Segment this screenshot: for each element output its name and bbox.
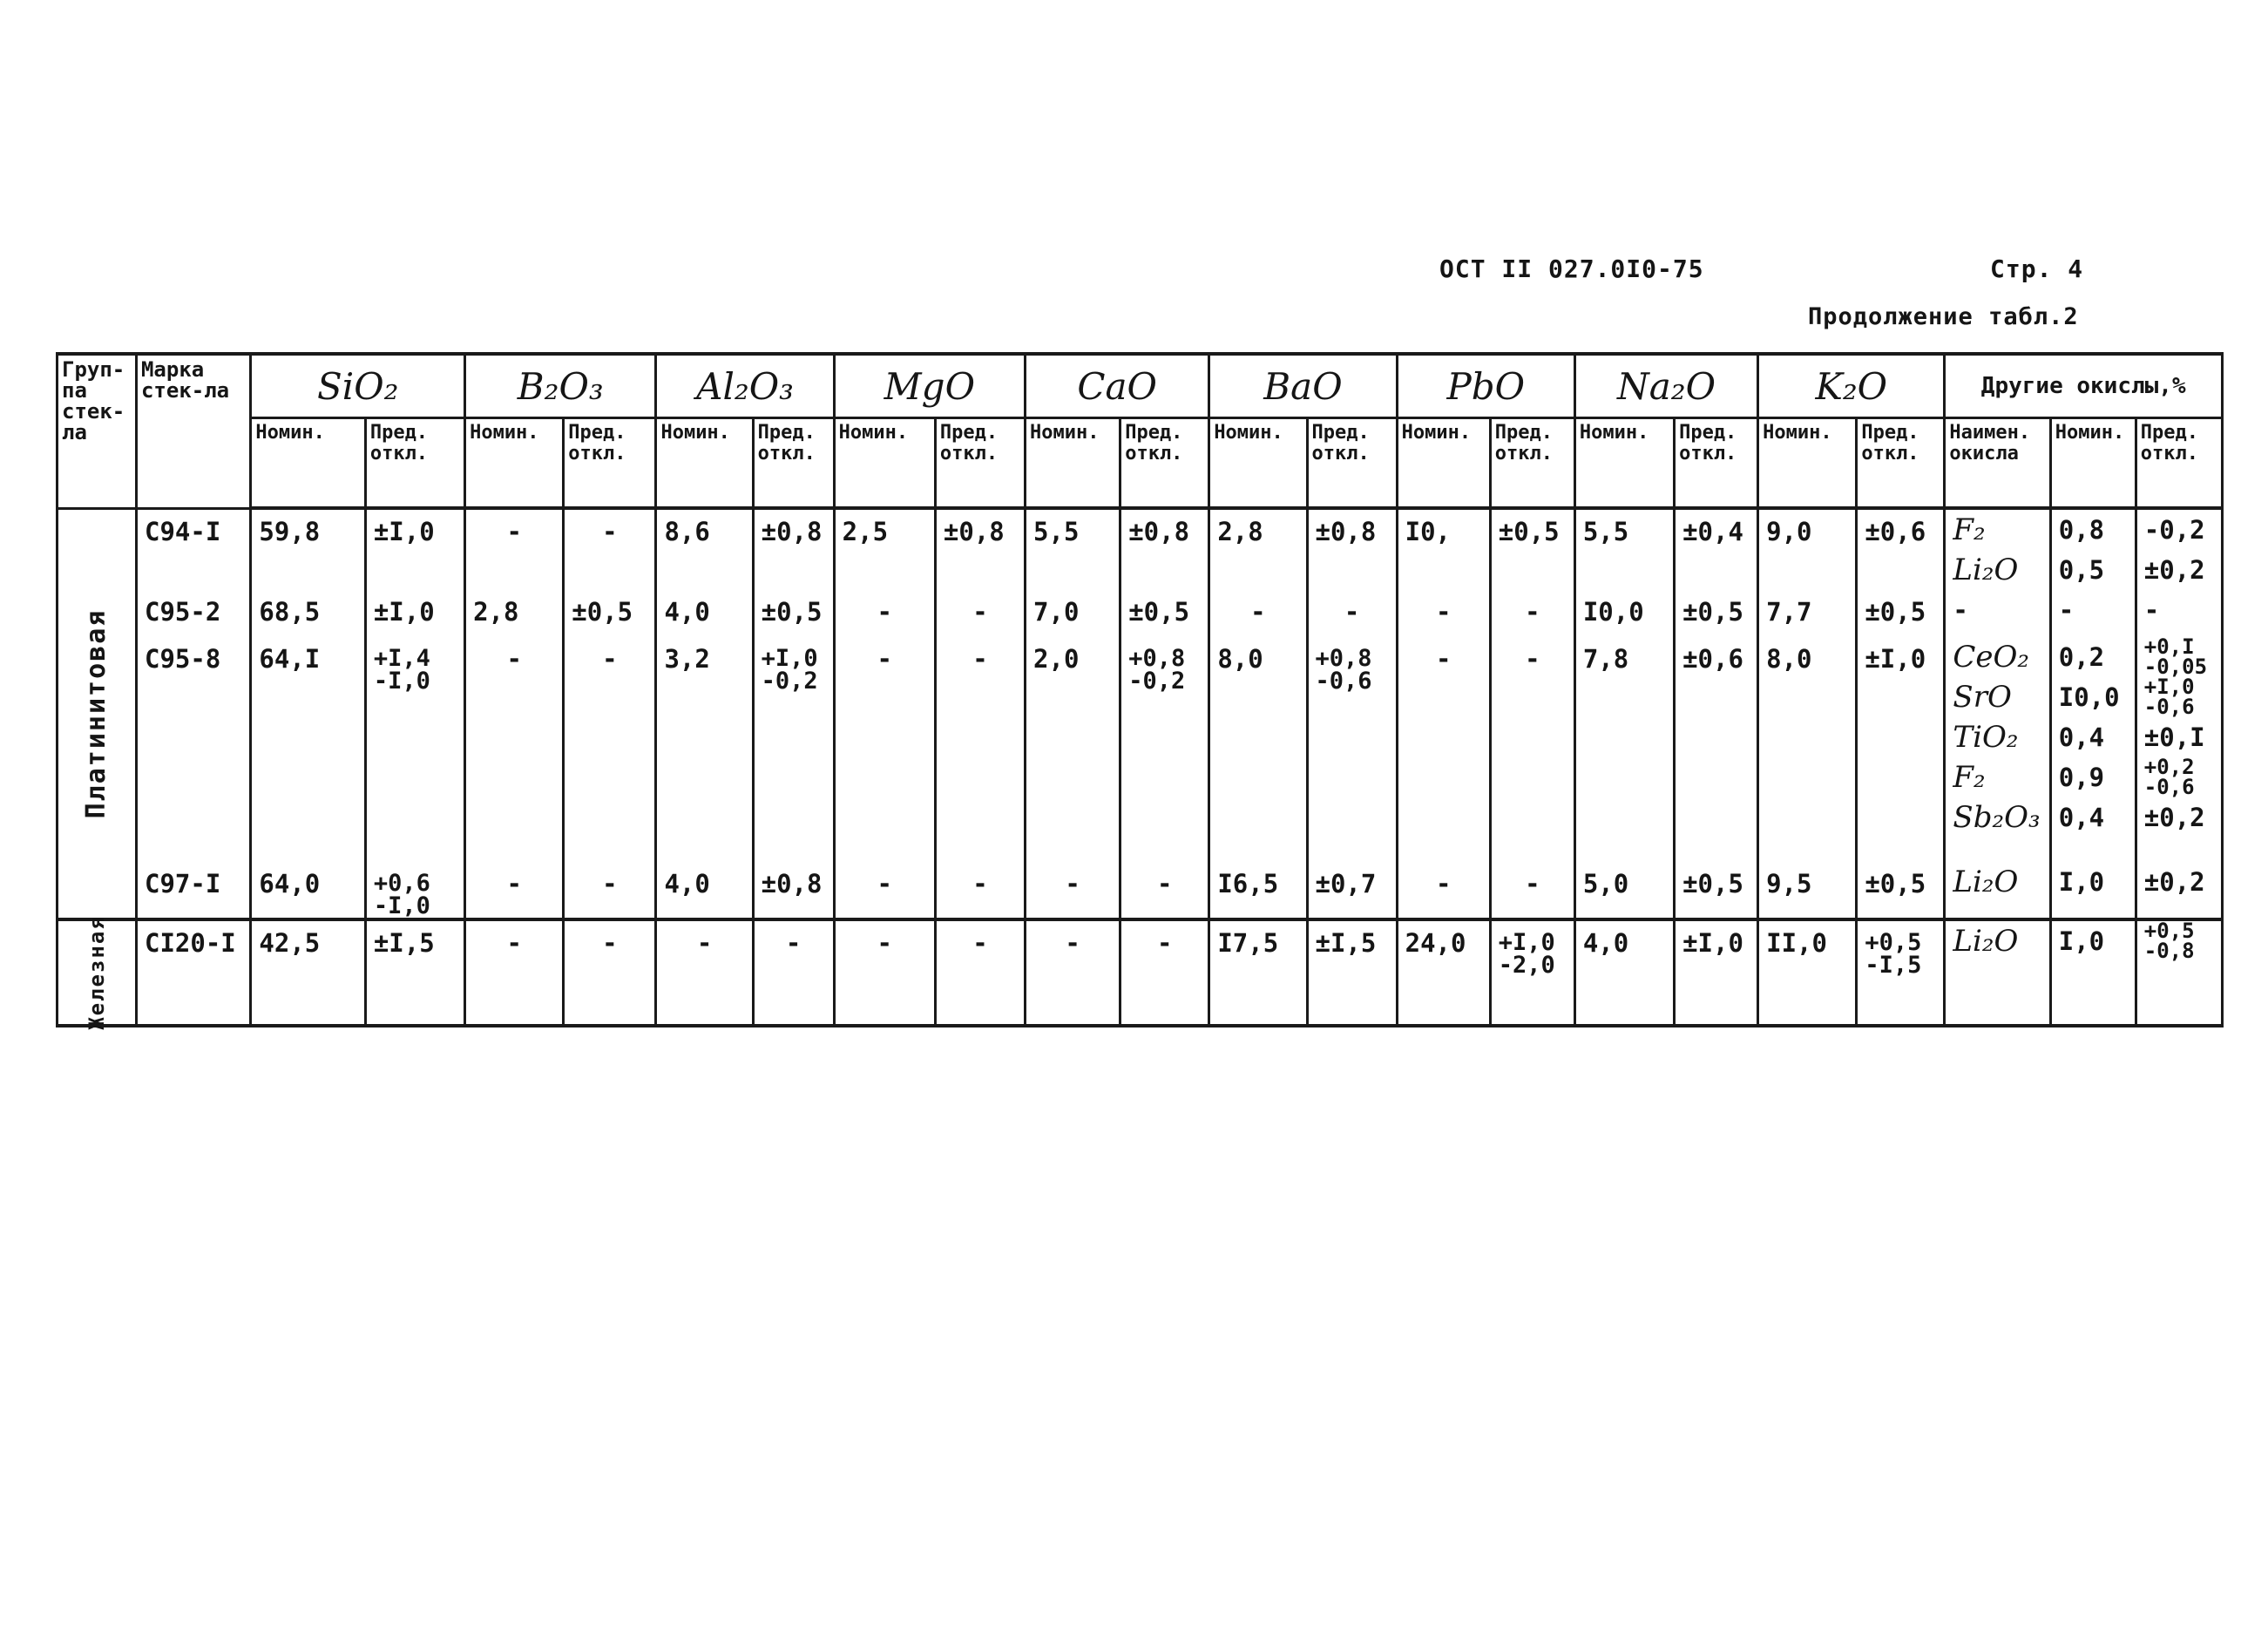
oxide-name: TiO₂ xyxy=(1953,720,2019,755)
document-code: ОСТ II 027.0I0-75 xyxy=(1439,254,1704,283)
subheader-nominal: Номин. xyxy=(1758,418,1857,509)
subheader-nominal: Номин. xyxy=(465,418,564,509)
nominal-value: 9,0 xyxy=(1758,508,1857,590)
oxide-nominal: 0,2 xyxy=(2058,642,2105,672)
deviation-stack: +0,5 -I,5 xyxy=(1865,929,1922,979)
deviation-value: ±0,8 xyxy=(1307,508,1397,590)
table-row xyxy=(58,637,2223,862)
nominal-value: - xyxy=(465,508,564,590)
deviation-value: ±0,6 xyxy=(1675,637,1758,862)
oxide-deviation: -0,2 xyxy=(2143,515,2205,545)
nominal-value: 4,0 xyxy=(656,862,753,919)
other-oxide-names xyxy=(1945,637,2050,862)
oxide-nominal: 0,4 xyxy=(2058,722,2105,752)
nominal-value: 9,5 xyxy=(1758,862,1857,919)
oxide-nominal: I,0 xyxy=(2058,867,2105,897)
subheader-deviation: Пред. откл. xyxy=(753,418,834,509)
deviation-value: - xyxy=(935,590,1025,637)
nominal-value: I7,5 xyxy=(1209,919,1307,1026)
group-label: Платинитовая xyxy=(80,608,112,819)
nominal-value: - xyxy=(1397,862,1490,919)
oxide-nominal: 0,9 xyxy=(2058,763,2105,792)
oxide-name: F₂ xyxy=(1953,760,1986,795)
deviation-value: ±0,5 xyxy=(564,590,656,637)
oxide-deviation: +0,2 -0,6 xyxy=(2143,755,2195,799)
deviation-value: ±0,6 xyxy=(1857,508,1945,590)
subheader-deviation: Пред. откл. xyxy=(1857,418,1945,509)
nominal-value: 59,8 xyxy=(251,508,365,590)
oxide-header-cao: CaO xyxy=(1026,354,1209,418)
deviation-value xyxy=(1490,919,1574,1026)
nominal-value: 3,2 xyxy=(656,637,753,862)
table-row xyxy=(58,919,2223,1026)
deviation-value: ±0,7 xyxy=(1307,862,1397,919)
deviation-value: ±0,4 xyxy=(1675,508,1758,590)
other-oxide-nominals xyxy=(2050,862,2136,919)
nominal-value: - xyxy=(1209,590,1307,637)
nominal-value: 24,0 xyxy=(1397,919,1490,1026)
oxide-header-pbo: PbO xyxy=(1397,354,1574,418)
oxide-nominal: 0,8 xyxy=(2058,515,2105,545)
subheader-oxide-name: Наимен. окисла xyxy=(1945,418,2050,509)
subheader-nominal: Номин. xyxy=(656,418,753,509)
nominal-value: I6,5 xyxy=(1209,862,1307,919)
table-row xyxy=(58,862,2223,919)
nominal-value: - xyxy=(1026,862,1120,919)
deviation-value: ±I,0 xyxy=(365,590,464,637)
subheader-nominal: Номин. xyxy=(2050,418,2136,509)
deviation-value: ±I,5 xyxy=(365,919,464,1026)
nominal-value: - xyxy=(465,637,564,862)
oxide-deviation: ±0,I xyxy=(2143,722,2205,752)
other-oxide-nominals xyxy=(2050,637,2136,862)
other-oxide-deviations xyxy=(2136,919,2222,1026)
deviation-value xyxy=(365,862,464,919)
oxide-name: F₂ xyxy=(1953,512,1986,547)
nominal-value: - xyxy=(465,862,564,919)
other-oxide-names xyxy=(1945,508,2050,590)
oxide-deviation: ±0,2 xyxy=(2143,803,2205,832)
table-row xyxy=(58,508,2223,590)
oxide-deviation: - xyxy=(2143,595,2160,625)
deviation-value: - xyxy=(1490,862,1574,919)
nominal-value: 2,8 xyxy=(465,590,564,637)
oxide-nominal: I,0 xyxy=(2058,926,2105,956)
nominal-value: 8,0 xyxy=(1758,637,1857,862)
nominal-value: - xyxy=(834,637,935,862)
oxide-header-sio2: SiO₂ xyxy=(251,354,465,418)
nominal-value: - xyxy=(834,862,935,919)
group-header: Груп-па стек-ла xyxy=(58,354,137,508)
other-oxide-deviations xyxy=(2136,508,2222,590)
nominal-value: - xyxy=(834,919,935,1026)
deviation-value: - xyxy=(1120,919,1209,1026)
oxide-name: Sb₂O₃ xyxy=(1953,800,2041,835)
deviation-stack: +0,6 -I,0 xyxy=(373,870,430,919)
nominal-value: 68,5 xyxy=(251,590,365,637)
subheader-nominal: Номин. xyxy=(834,418,935,509)
deviation-value: ±0,8 xyxy=(753,862,834,919)
glass-mark: С95-8 xyxy=(136,637,250,862)
oxide-header-k2o: K₂O xyxy=(1758,354,1945,418)
oxide-nominal: 0,5 xyxy=(2058,555,2105,585)
deviation-stack: +0,8 -0,6 xyxy=(1315,645,1372,695)
nominal-value: - xyxy=(1397,590,1490,637)
nominal-value: 7,7 xyxy=(1758,590,1857,637)
oxide-deviation: +0,I -0,05 xyxy=(2143,634,2208,679)
page-number: Стр. 4 xyxy=(1990,254,2084,283)
nominal-value: I0,0 xyxy=(1574,590,1674,637)
nominal-value: 64,0 xyxy=(251,862,365,919)
nominal-value: - xyxy=(1397,637,1490,862)
oxide-deviation: +0,5 -0,8 xyxy=(2143,919,2195,963)
nominal-value: 5,5 xyxy=(1026,508,1120,590)
deviation-value: ±0,5 xyxy=(1675,590,1758,637)
other-oxide-deviations xyxy=(2136,590,2222,637)
deviation-value: ±0,8 xyxy=(1120,508,1209,590)
deviation-value: - xyxy=(1307,590,1397,637)
deviation-value: - xyxy=(564,508,656,590)
glass-mark: С97-I xyxy=(136,862,250,919)
nominal-value: 8,6 xyxy=(656,508,753,590)
deviation-value: - xyxy=(564,637,656,862)
oxide-header-na2o: Na₂O xyxy=(1574,354,1757,418)
deviation-value: ±0,5 xyxy=(1120,590,1209,637)
subheader-nominal: Номин. xyxy=(1209,418,1307,509)
oxide-name: Li₂O xyxy=(1953,924,2019,959)
oxide-nominal: I0,0 xyxy=(2058,682,2120,712)
oxide-header-mgo: MgO xyxy=(834,354,1025,418)
mark-header: Марка стек-ла xyxy=(136,354,250,508)
deviation-value: ±0,5 xyxy=(1857,862,1945,919)
other-oxide-nominals xyxy=(2050,590,2136,637)
deviation-stack: +I,4 -I,0 xyxy=(373,645,430,695)
oxide-header-al2o3: Al₂O₃ xyxy=(656,354,834,418)
nominal-value: 5,0 xyxy=(1574,862,1674,919)
deviation-value: ±0,5 xyxy=(1490,508,1574,590)
oxide-deviation: ±0,2 xyxy=(2143,867,2205,897)
nominal-value: 7,0 xyxy=(1026,590,1120,637)
oxide-name: CeO₂ xyxy=(1953,640,2030,675)
glass-mark: СI20-I xyxy=(136,919,250,1026)
nominal-value: 2,8 xyxy=(1209,508,1307,590)
nominal-value: II,0 xyxy=(1758,919,1857,1026)
other-oxide-names xyxy=(1945,862,2050,919)
deviation-value: ±I,0 xyxy=(1675,919,1758,1026)
table-continuation-note: Продолжение табл.2 xyxy=(1808,303,2079,330)
deviation-stack: +I,0 -2,0 xyxy=(1498,929,1555,979)
oxide-name: Li₂O xyxy=(1953,865,2019,899)
deviation-value xyxy=(1120,637,1209,862)
nominal-value: 42,5 xyxy=(251,919,365,1026)
other-oxide-deviations xyxy=(2136,634,2222,862)
deviation-value xyxy=(1857,919,1945,1026)
other-oxides-header: Другие окислы,% xyxy=(1945,354,2223,418)
subheader-deviation: Пред. откл. xyxy=(365,418,464,509)
deviation-value: ±I,5 xyxy=(1307,919,1397,1026)
subheader-deviation: Пред. откл. xyxy=(1675,418,1758,509)
subheader-deviation: Пред. откл. xyxy=(1120,418,1209,509)
nominal-value: 2,0 xyxy=(1026,637,1120,862)
table-row xyxy=(58,590,2223,637)
nominal-value: 64,I xyxy=(251,637,365,862)
subheader-nominal: Номин. xyxy=(1397,418,1490,509)
subheader-deviation: Пред. откл. xyxy=(2136,418,2222,509)
nominal-value: - xyxy=(1026,919,1120,1026)
nominal-value: 7,8 xyxy=(1574,637,1674,862)
subheader-deviation: Пред. откл. xyxy=(1490,418,1574,509)
oxide-name: SrO xyxy=(1953,680,2012,715)
nominal-value: 4,0 xyxy=(656,590,753,637)
deviation-value: ±I,0 xyxy=(365,508,464,590)
oxide-nominal: - xyxy=(2058,595,2075,625)
deviation-value: - xyxy=(1490,590,1574,637)
other-oxide-deviations xyxy=(2136,862,2222,919)
deviation-value: - xyxy=(935,919,1025,1026)
deviation-value: - xyxy=(753,919,834,1026)
deviation-value: ±0,8 xyxy=(935,508,1025,590)
oxide-deviation: +I,0 -0,6 xyxy=(2143,675,2195,719)
oxide-header-bao: BaO xyxy=(1209,354,1397,418)
oxide-name: Li₂O xyxy=(1953,553,2019,587)
oxide-nominal: 0,4 xyxy=(2058,803,2105,832)
deviation-value: ±I,0 xyxy=(1857,637,1945,862)
oxide-name: - xyxy=(1953,595,1968,625)
subheader-deviation: Пред. откл. xyxy=(564,418,656,509)
other-oxide-names xyxy=(1945,590,2050,637)
deviation-value: ±0,8 xyxy=(753,508,834,590)
deviation-value xyxy=(1307,637,1397,862)
deviation-value: - xyxy=(935,637,1025,862)
group-cell xyxy=(58,915,137,1030)
nominal-value: 5,5 xyxy=(1574,508,1674,590)
deviation-value: ±0,5 xyxy=(753,590,834,637)
subheader-nominal: Номин. xyxy=(251,418,365,509)
group-cell xyxy=(58,508,137,919)
deviation-value: - xyxy=(1120,862,1209,919)
nominal-value: 4,0 xyxy=(1574,919,1674,1026)
deviation-value xyxy=(365,637,464,862)
nominal-value: - xyxy=(834,590,935,637)
subheader-deviation: Пред. откл. xyxy=(935,418,1025,509)
deviation-value: - xyxy=(564,919,656,1026)
deviation-stack: +0,8 -0,2 xyxy=(1128,645,1186,695)
deviation-value: ±0,5 xyxy=(1857,590,1945,637)
nominal-value: 2,5 xyxy=(834,508,935,590)
glass-mark: С94-I xyxy=(136,508,250,590)
deviation-value: - xyxy=(1490,637,1574,862)
nominal-value: 8,0 xyxy=(1209,637,1307,862)
nominal-value: I0, xyxy=(1397,508,1490,590)
glass-composition-table xyxy=(56,352,2224,1030)
other-oxide-nominals xyxy=(2050,508,2136,590)
group-label: Железная xyxy=(84,915,109,1030)
oxide-deviation: ±0,2 xyxy=(2143,555,2205,585)
nominal-value: - xyxy=(656,919,753,1026)
deviation-value: - xyxy=(935,862,1025,919)
glass-mark: С95-2 xyxy=(136,590,250,637)
oxide-header-b2o3: B₂O₃ xyxy=(465,354,656,418)
deviation-value: - xyxy=(564,862,656,919)
subheader-nominal: Номин. xyxy=(1026,418,1120,509)
deviation-value xyxy=(753,637,834,862)
other-oxide-names xyxy=(1945,919,2050,1026)
deviation-value: ±0,5 xyxy=(1675,862,1758,919)
other-oxide-nominals xyxy=(2050,919,2136,1026)
nominal-value: - xyxy=(465,919,564,1026)
subheader-nominal: Номин. xyxy=(1574,418,1674,509)
subheader-deviation: Пред. откл. xyxy=(1307,418,1397,509)
deviation-stack: +I,0 -0,2 xyxy=(761,645,818,695)
